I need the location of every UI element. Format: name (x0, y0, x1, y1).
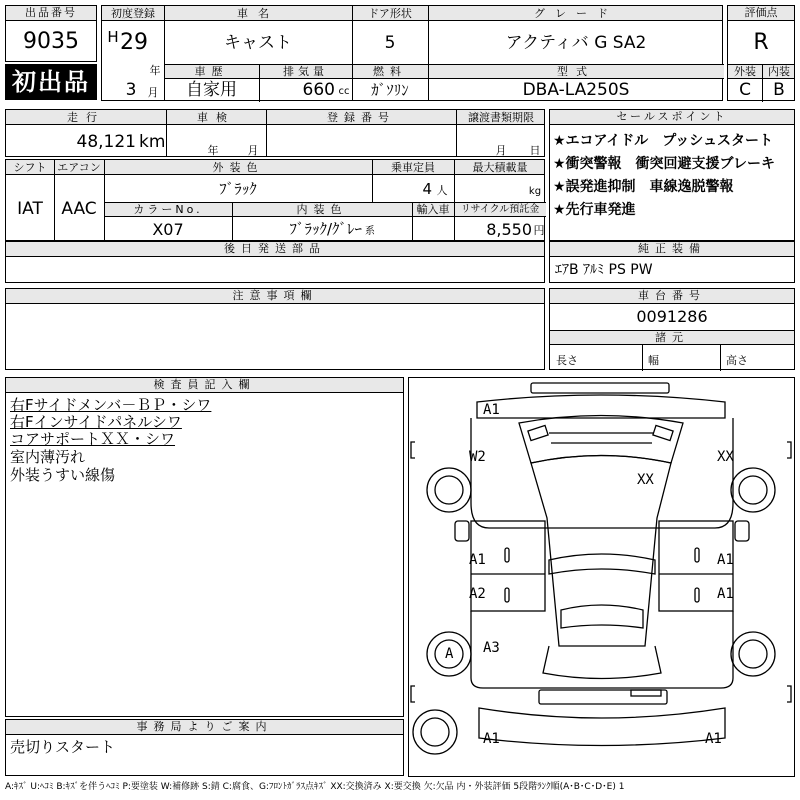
exterior-color-label: 外装色 (212, 161, 264, 174)
interior-color-value: ﾌﾞﾗｯｸ/ｸﾞﾚｰ (289, 220, 362, 238)
length-label: 長さ (556, 354, 578, 367)
ext-label: 外装 (734, 65, 756, 78)
height-label: 高さ (726, 354, 748, 367)
inspector-label: 検査員記入欄 (6, 378, 403, 393)
dims-label: 諸元 (655, 331, 689, 344)
lot-number-value: 9035 (23, 29, 79, 54)
selling-points-box (549, 109, 795, 241)
chassis-value: 0091286 (636, 307, 708, 326)
car-name-value: キャスト (224, 33, 292, 53)
selling-point-1: ★エコアイドル プッシュスタート (553, 133, 774, 149)
later-parts-label: 後日発送部品 (6, 242, 544, 257)
max-load-label: 最大積載量 (472, 161, 528, 174)
mark-xx-right: XX (717, 449, 734, 465)
ac-label: エアコン (57, 161, 101, 174)
interior-color-suffix: 系 (365, 226, 375, 237)
later-parts-box (5, 241, 545, 283)
ext-value: C (739, 80, 751, 100)
mark-a3: A3 (483, 640, 500, 656)
mark-w2: W2 (469, 449, 486, 465)
mileage-unit: km (139, 132, 166, 152)
genuine-equipment-box (549, 241, 795, 283)
inspection-month-unit: 月 (247, 144, 259, 157)
selling-points-label: セールスポイント (550, 110, 794, 125)
mark-xx-center: XX (637, 472, 654, 488)
car-name-label: 車名 (237, 7, 279, 20)
mark-a-wheel: A (445, 646, 454, 662)
vehicle-info-top (101, 5, 723, 101)
color-no-label: カラーNo. (133, 203, 203, 216)
inspector-box (5, 377, 404, 717)
ac-value: AAC (61, 199, 97, 219)
genuine-equipment-label: 純正装備 (550, 242, 794, 257)
office-text: 売切りスタート (10, 738, 116, 756)
displacement-unit: cc (338, 86, 350, 97)
score-value: R (753, 30, 769, 55)
month-unit: 月 (147, 86, 159, 99)
lot-number-label: 出品番号 (6, 6, 96, 21)
int-value: B (773, 80, 785, 100)
inspection-year-unit: 年 (207, 144, 219, 157)
width-label: 幅 (648, 354, 659, 367)
notes-label: 注意事項欄 (6, 289, 544, 304)
capacity-unit: 人 (436, 184, 448, 197)
recycle-label: リサイクル預託金 (460, 204, 540, 215)
recycle-unit: 円 (533, 224, 545, 237)
era-letter: H (107, 28, 119, 46)
mileage-label: 走行 (67, 111, 105, 124)
selling-point-3: ★誤発進抑制 車線逸脱警報 (553, 179, 734, 195)
import-label: 輸入車 (416, 203, 450, 216)
grade-label: グレード (534, 7, 618, 20)
model-label: 型式 (557, 65, 595, 78)
first-listing-badge: 初出品 (5, 64, 97, 100)
transfer-label: 譲渡書類期限 (468, 111, 534, 124)
color-no-value: X07 (152, 220, 184, 239)
displacement-value: 660 (302, 80, 335, 100)
mark-a2-left: A2 (469, 586, 486, 602)
history-label: 車歴 (194, 65, 229, 78)
office-label: 事務局よりご案内 (6, 720, 403, 735)
inspector-line-3: コアサポートＸＸ・シワ (10, 430, 176, 448)
legend-text: A:ｷｽﾞ U:ﾍｺﾐ B:ｷｽﾞを伴うﾍｺﾐ P:要塗装 W:補修跡 S:錆 C:腐食、G:ﾌﾛﾝﾄｶﾞﾗｽ点ｷｽﾞ XX:交換済み X:要交換 欠:欠品 内・外装評価 5段階ﾗﾝｸ順(A･B･C･D･E) 1 (5, 782, 625, 792)
transfer-day-unit: 日 (529, 144, 541, 157)
model-value: DBA-LA250S (522, 80, 630, 100)
year-unit: 年 (149, 64, 161, 77)
door-label: ドア形状 (368, 7, 412, 20)
displacement-label: 排気量 (283, 65, 328, 78)
first-reg-label: 初度登録 (111, 7, 155, 20)
capacity-label: 乗車定員 (391, 161, 435, 174)
year-value: 29 (120, 30, 148, 55)
selling-point-4: ★先行車発進 (553, 202, 636, 218)
mark-a1-top: A1 (483, 402, 500, 418)
max-load-unit: kg (528, 186, 542, 197)
door-value: 5 (384, 33, 396, 53)
capacity-value: 4 (422, 180, 432, 198)
score-box (727, 5, 795, 101)
transfer-month-unit: 月 (495, 144, 507, 157)
mark-a1-bottom-left: A1 (483, 731, 500, 747)
history-value: 自家用 (186, 80, 237, 100)
mark-a1-bottom-right: A1 (705, 731, 722, 747)
mark-a1-right-mid: A1 (717, 552, 734, 568)
shift-label: シフト (13, 161, 47, 174)
chassis-box (549, 288, 795, 370)
car-diagram-drawing (409, 378, 794, 776)
mark-a1-left-mid: A1 (469, 552, 486, 568)
fuel-label: 燃料 (373, 65, 407, 78)
score-label: 評価点 (728, 6, 794, 21)
fuel-value: ｶﾞｿﾘﾝ (371, 81, 409, 99)
month-value: 3 (125, 80, 137, 100)
office-box (5, 719, 404, 776)
inspector-line-1: 右Fサイドメンバ－ＢＰ・シワ (10, 396, 212, 414)
recycle-value: 8,550 (486, 220, 532, 239)
specs-section (5, 159, 545, 241)
inspector-line-2: 右Fインサイドパネルシワ (10, 413, 182, 431)
interior-color-label: 内装色 (296, 203, 348, 216)
int-label: 内装 (768, 65, 790, 78)
grade-value: アクティバ G SA2 (505, 33, 647, 53)
chassis-label: 車台番号 (550, 289, 794, 304)
inspector-line-5: 外装うすい線傷 (10, 466, 116, 484)
shift-value: IAT (17, 199, 43, 219)
mileage-section (5, 109, 545, 157)
mileage-value: 48,121 (76, 132, 136, 152)
mark-a1-right-low: A1 (717, 586, 734, 602)
plate-label: 登録番号 (327, 111, 395, 124)
genuine-equipment-value: ｴｱB ｱﾙﾐ PS PW (555, 262, 653, 278)
exterior-color-value: ﾌﾞﾗｯｸ (219, 180, 257, 198)
selling-point-2: ★衝突警報 衝突回避支援ブレーキ (553, 156, 775, 172)
lot-number-box (5, 5, 97, 62)
car-diagram (408, 377, 795, 777)
inspector-line-4: 室内薄汚れ (10, 448, 86, 466)
notes-box (5, 288, 545, 370)
inspection-label: 車検 (197, 111, 235, 124)
